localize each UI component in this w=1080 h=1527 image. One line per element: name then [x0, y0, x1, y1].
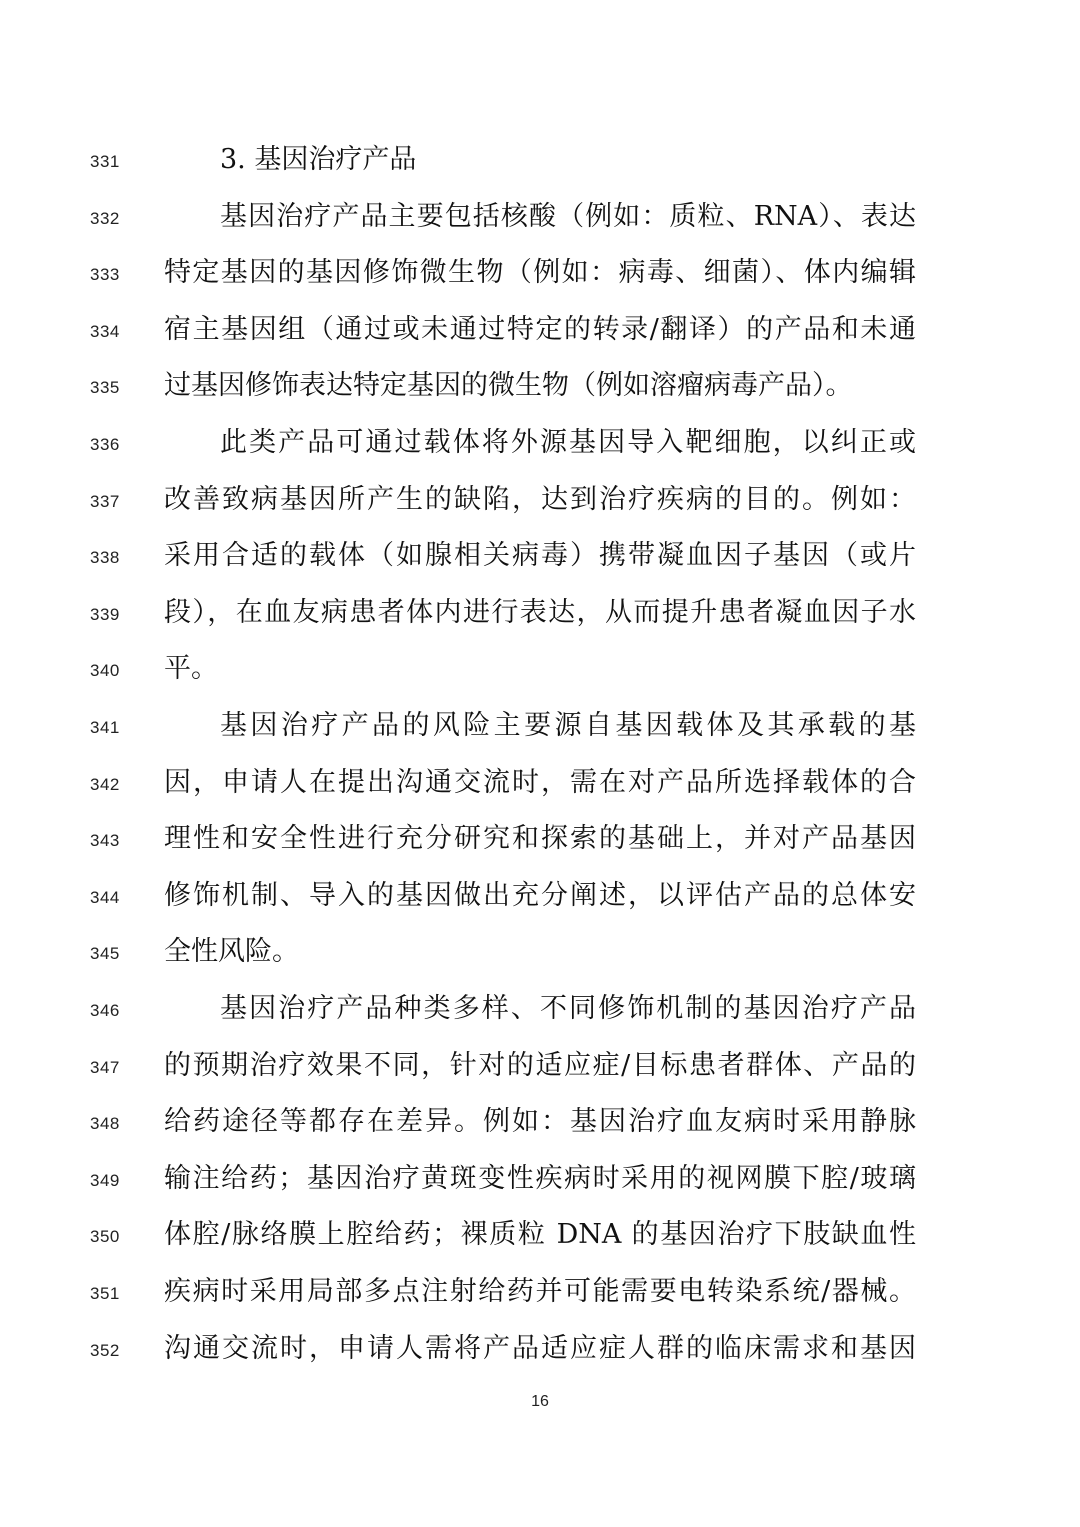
line-number: 349: [90, 1170, 120, 1190]
line-number: 340: [90, 661, 120, 681]
document-line: [0, 989, 1080, 1029]
document-line: [0, 876, 1080, 916]
document-line: [0, 1046, 1080, 1086]
document-line: [0, 819, 1080, 859]
document-line: [0, 366, 1080, 406]
document-line: [0, 763, 1080, 803]
line-number: 350: [90, 1227, 120, 1247]
line-number: 339: [90, 604, 120, 624]
line-number: 342: [90, 774, 120, 794]
paragraph-line: 基因治疗产品种类多样、不同修饰机制的基因治疗产品: [220, 993, 916, 1024]
line-number: 337: [90, 491, 120, 511]
document-line: [0, 310, 1080, 350]
line-number: 341: [90, 718, 120, 737]
line-number: 338: [90, 548, 120, 568]
document-line: [0, 1272, 1080, 1312]
paragraph-line: 理性和安全性进行充分研究和探索的基础上，并对产品基因: [164, 823, 916, 855]
paragraph-line: 沟通交流时，申请人需将产品适应症人群的临床需求和基因: [164, 1332, 916, 1364]
line-number: 347: [90, 1057, 120, 1077]
line-number: 333: [90, 265, 120, 285]
section-heading: 3. 基因治疗产品: [220, 144, 417, 175]
paragraph-line: 宿主基因组（通过或未通过特定的转录/翻译）的产品和未通: [164, 313, 916, 345]
line-number: 331: [90, 152, 120, 171]
line-number: 336: [90, 435, 120, 454]
paragraph-line: 特定基因的基因修饰微生物（例如：病毒、细菌）、体内编辑: [164, 257, 916, 289]
paragraph-line: 平。: [164, 653, 218, 685]
document-line: [0, 593, 1080, 633]
line-number: 345: [90, 944, 120, 964]
document-line: [0, 480, 1080, 520]
paragraph-line: 输注给药；基因治疗黄斑变性疾病时采用的视网膜下腔/玻璃: [164, 1162, 916, 1194]
line-number: 346: [90, 1001, 120, 1020]
line-number: 344: [90, 887, 120, 907]
document-line: [0, 649, 1080, 689]
document-line: [0, 706, 1080, 746]
line-number: 348: [90, 1114, 120, 1134]
line-number: 343: [90, 831, 120, 851]
document-line: [0, 197, 1080, 237]
document-line: [0, 253, 1080, 293]
line-number: 332: [90, 208, 120, 228]
document-line: [0, 1215, 1080, 1255]
page-number: 16: [531, 1393, 549, 1410]
document-line: [0, 536, 1080, 576]
document-line: [0, 423, 1080, 463]
paragraph-line: 改善致病基因所产生的缺陷，达到治疗疾病的目的。例如：: [164, 483, 916, 515]
paragraph-line: 的预期治疗效果不同，针对的适应症/目标患者群体、产品的: [164, 1049, 916, 1081]
paragraph-line: 因，申请人在提出沟通交流时，需在对产品所选择载体的合: [164, 766, 916, 798]
line-number: 352: [90, 1340, 120, 1360]
paragraph-line: 全性风险。: [164, 936, 299, 968]
line-number: 351: [90, 1284, 120, 1303]
paragraph-line: 疾病时采用局部多点注射给药并可能需要电转染系统/器械。: [164, 1276, 916, 1307]
document-line: [0, 1329, 1080, 1369]
line-number: 335: [90, 378, 120, 398]
document-line: [0, 932, 1080, 972]
document-line: [0, 1159, 1080, 1199]
document-line: [0, 140, 1080, 180]
paragraph-line: 采用合适的载体（如腺相关病毒）携带凝血因子基因（或片: [164, 540, 916, 572]
paragraph-line: 基因治疗产品的风险主要源自基因载体及其承载的基: [220, 710, 916, 741]
paragraph-line: 修饰机制、导入的基因做出充分阐述，以评估产品的总体安: [164, 879, 916, 911]
paragraph-line: 给药途径等都存在差异。例如：基因治疗血友病时采用静脉: [164, 1106, 916, 1138]
paragraph-line: 此类产品可通过载体将外源基因导入靶细胞，以纠正或: [220, 427, 916, 458]
paragraph-line: 段），在血友病患者体内进行表达，从而提升患者凝血因子水: [164, 596, 916, 628]
paragraph-line: 基因治疗产品主要包括核酸（例如：质粒、RNA）、表达: [220, 200, 916, 232]
document-line: [0, 1102, 1080, 1142]
paragraph-line: 体腔/脉络膜上腔给药；裸质粒 DNA 的基因治疗下肢缺血性: [164, 1219, 916, 1251]
paragraph-line: 过基因修饰表达特定基因的微生物（例如溶瘤病毒产品）。: [164, 370, 853, 402]
line-number: 334: [90, 321, 120, 341]
